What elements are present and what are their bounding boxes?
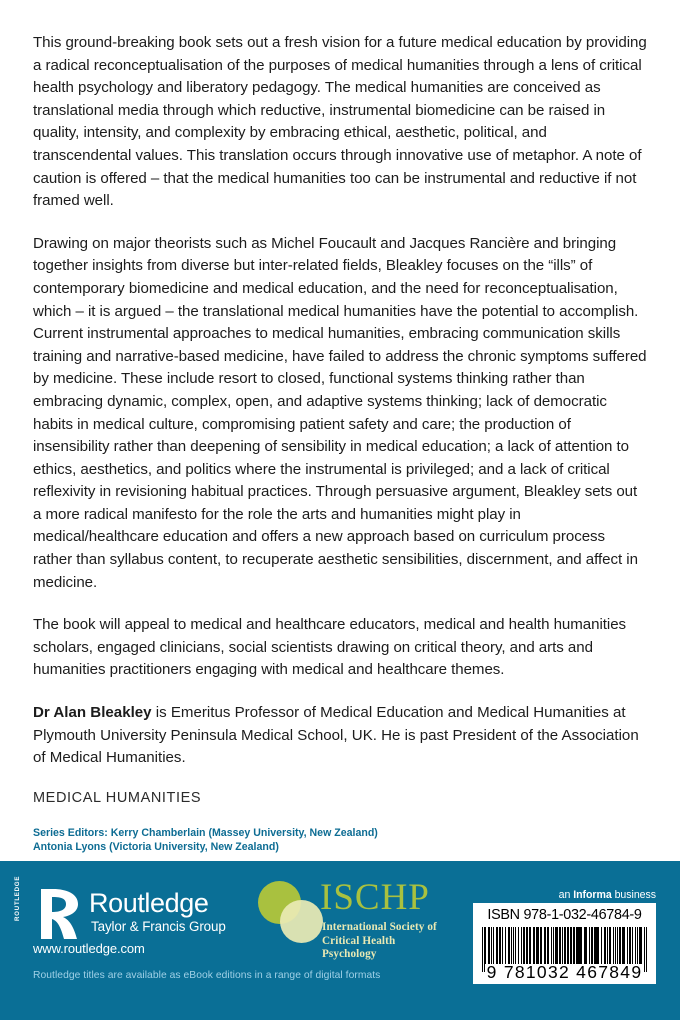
blurb-section xyxy=(33,32,647,770)
barcode-digits: 9 781032 467849 xyxy=(486,962,643,982)
routledge-subtitle: Taylor & Francis Group xyxy=(91,919,226,934)
ischp-circles-icon xyxy=(258,881,324,943)
routledge-logo xyxy=(14,875,233,957)
isbn-text: ISBN 978-1-032-46784-9 xyxy=(487,907,642,923)
informa-business-line xyxy=(559,889,656,901)
informa-suffix: business xyxy=(611,889,656,901)
ischp-subtitle xyxy=(322,921,438,962)
informa-prefix: an xyxy=(558,889,574,901)
blurb-paragraph-2: Drawing on major theorists such as Michel Foucault and Jacques Rancière and bringing together insights from diverse but inter-related fields, Bleakley focuses on the “ills” of contemporary biomedicine and medical education, and the need for reconceptualisation, which – it is argued – the translational medical humanities have the potential to accomplish. Current instrumental approaches to medical humanities, embracing communication skills training and narrative-based medicine, have failed to address the chronic symptoms suffered by medicine. These include resort to closed, functional systems thinking rather than embracing dynamic, complex, open, and adaptive systems thinking; lack of democratic habits in medical culture, compromising patient safety and care; the production of insensibility rather than deepening of sensibility in medical education; a lack of attention to ethics, aesthetics, and politics where the instrumental is privileged; and a lack of critical reflexivity in revisioning habitual practices. Through persuasive argument, Bleakley sets out a more radical manifesto for the role the arts and humanities might play in medical/healthcare education and offers a new approach based on curriculum process rather than syllabus content, to recuperate aesthetic sensibilities, discernment, and affect in medicine. xyxy=(33,234,647,591)
author-bio xyxy=(33,702,647,770)
routledge-r-mark-icon xyxy=(14,875,85,941)
blurb-paragraph-3: The book will appeal to medical and healthcare educators, medical and health humanities scholars, engaged clinicians, social scientists drawing on critical theory, and arts and humanities practitioners engaging with medical and healthcare themes. xyxy=(33,616,627,679)
series-heading: MEDICAL HUMANITIES xyxy=(33,790,202,806)
publisher-footer-panel xyxy=(0,861,680,1020)
ebook-availability-note: Routledge titles are available as eBook editions in a range of digital formats xyxy=(33,970,381,981)
routledge-url[interactable]: www.routledge.com xyxy=(33,941,145,956)
ischp-subtitle-line-1: International Society of xyxy=(322,921,437,933)
ischp-logo xyxy=(258,877,438,960)
routledge-mark-vertical-text: ROUTLEDGE xyxy=(14,875,21,921)
author-name: Dr Alan Bleakley xyxy=(33,704,152,722)
ischp-circle-cream-icon xyxy=(280,900,323,943)
author-bio-text: is Emeritus Professor of Medical Education and Medical Humanities at Plymouth University Peninsula Medical School, UK. He is past President of the Association of Medical Humanities. xyxy=(33,704,639,767)
routledge-r-glyph-icon xyxy=(33,887,85,941)
ischp-subtitle-line-2: Critical Health Psychology xyxy=(322,934,396,960)
series-editors xyxy=(33,826,378,854)
routledge-wordmark: Routledge xyxy=(89,888,209,918)
series-editor-line-2: Antonia Lyons (Victoria University, New Zealand) xyxy=(33,841,279,853)
blurb-paragraph-1: This ground-breaking book sets out a fresh vision for a future medical education by providing a radical reconceptualisation of the purposes of medical humanities through a lens of critical health psychology and liberatory pedagogy. The medical humanities are conceived as translational media through which reductive, instrumental biomedicine can be raised in quality, intensity, and complexity by embracing ethical, aesthetic, political, and transcendental values. This translation occurs through innovative use of metaphor. A note of caution is offered – that the medical humanities too can be instrumental and reductive if not framed well. xyxy=(33,34,647,210)
informa-brand: Informa xyxy=(573,889,612,901)
ischp-acronym: ISCHP xyxy=(320,877,430,918)
isbn-barcode-box xyxy=(473,903,656,984)
series-editor-line-1: Series Editors: Kerry Chamberlain (Massey University, New Zealand) xyxy=(33,827,378,839)
barcode-bars xyxy=(482,927,647,964)
